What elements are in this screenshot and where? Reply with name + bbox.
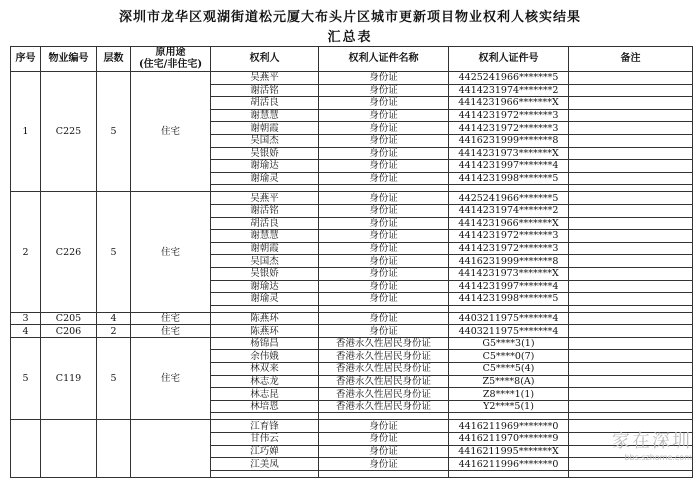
doc-type-cell: 身份证 [319,458,449,471]
spacer-cell [569,413,693,420]
seq-cell: 3 [11,312,41,325]
table-header-row [11,47,693,72]
table-row [11,72,693,85]
doc-type-cell: 身份证 [319,293,449,306]
header-note: 备注 [569,47,693,72]
spacer-cell [449,413,569,420]
doc-id-cell: Z8****1(1) [449,388,569,401]
doc-type-cell: 香港永久性居民身份证 [319,400,449,413]
doc-id-cell: 4416211970*******9 [449,433,569,446]
seq-cell: 2 [11,192,41,312]
spacer-cell [449,470,569,477]
doc-id-cell: G5****3(1) [449,337,569,350]
floors-cell: 4 [97,312,131,325]
owner-name-cell: 吴国杰 [211,255,319,268]
use-cell: 住宅 [131,325,211,338]
property-code-cell: C119 [41,337,97,420]
owner-name-cell: 江巧婵 [211,445,319,458]
doc-id-cell: 4403211975*******4 [449,325,569,338]
doc-type-cell: 身份证 [319,84,449,97]
doc-id-cell: 4414231966*******X [449,97,569,110]
doc-type-cell: 香港永久性居民身份证 [319,375,449,388]
doc-type-cell: 身份证 [319,217,449,230]
owner-name-cell: 谢慧慧 [211,109,319,122]
doc-type-cell: 身份证 [319,420,449,433]
owner-name-cell: 林双来 [211,363,319,376]
doc-type-cell: 身份证 [319,445,449,458]
header-use [131,47,211,72]
note-cell [569,325,693,338]
doc-id-cell: Y2****5(1) [449,400,569,413]
note-cell [569,267,693,280]
note-cell [569,312,693,325]
note-cell [569,217,693,230]
header-floors: 层数 [97,47,131,72]
doc-type-cell: 身份证 [319,280,449,293]
doc-id-cell: 4416211969*******0 [449,420,569,433]
doc-id-cell: 4416211996*******0 [449,458,569,471]
doc-type-cell: 身份证 [319,72,449,85]
document-title: 深圳市龙华区观湖街道松元厦大布头片区城市更新项目物业权利人核实结果 [118,10,581,25]
owner-name-cell: 谢瑜达 [211,160,319,173]
owner-name-cell: 杨锦昌 [211,337,319,350]
note-cell [569,84,693,97]
property-code-cell: C206 [41,325,97,338]
owners-table [10,46,693,478]
note-cell [569,293,693,306]
doc-id-cell: Z5****8(A) [449,375,569,388]
note-cell [569,350,693,363]
doc-id-cell: C5****0(7) [449,350,569,363]
use-cell: 住宅 [131,312,211,325]
spacer-cell [569,185,693,192]
floors-cell: 5 [97,72,131,192]
doc-id-cell: 4425241966*******5 [449,192,569,205]
doc-type-cell: 身份证 [319,134,449,147]
spacer-cell [569,470,693,477]
note-cell [569,97,693,110]
watermark [612,427,692,462]
note-cell [569,72,693,85]
owner-name-cell: 林培恩 [211,400,319,413]
doc-id-cell: 4414231966*******X [449,217,569,230]
table-row [11,312,693,325]
note-cell [569,400,693,413]
owner-name-cell: 林志龙 [211,375,319,388]
owner-name-cell: 谢朝霞 [211,242,319,255]
spacer-cell [449,185,569,192]
note-cell [569,109,693,122]
spacer-cell [211,305,319,312]
floors-cell: 5 [97,192,131,312]
doc-id-cell: 4414231974*******2 [449,204,569,217]
table-row [11,325,693,338]
doc-id-cell: 4414231972*******3 [449,242,569,255]
table-row [11,420,693,433]
note-cell [569,192,693,205]
note-cell [569,230,693,243]
header-code: 物业编号 [41,47,97,72]
doc-type-cell: 身份证 [319,204,449,217]
note-cell [569,363,693,376]
floors-cell [97,420,131,477]
doc-id-cell: 4414231972*******3 [449,122,569,135]
owner-name-cell: 江美凤 [211,458,319,471]
doc-id-cell: 4414231972*******3 [449,109,569,122]
doc-id-cell: 4403211975*******4 [449,312,569,325]
property-code-cell: C226 [41,192,97,312]
owner-name-cell: 吴燕平 [211,192,319,205]
doc-id-cell: 4414231997*******4 [449,160,569,173]
note-cell [569,337,693,350]
watermark-text: 家在深圳 [612,431,692,452]
doc-id-cell: 4416231999*******8 [449,255,569,268]
doc-type-cell: 香港永久性居民身份证 [319,388,449,401]
floors-cell: 5 [97,337,131,420]
doc-id-cell: 4414231998*******5 [449,293,569,306]
doc-type-cell: 身份证 [319,192,449,205]
document-subtitle: 汇总表 [327,30,373,45]
header-id: 权利人证件号 [449,47,569,72]
doc-type-cell: 身份证 [319,230,449,243]
owner-name-cell: 甘伟云 [211,433,319,446]
owner-name-cell: 胡活良 [211,97,319,110]
owner-name-cell: 吴国杰 [211,134,319,147]
owner-name-cell: 吴燕平 [211,72,319,85]
doc-id-cell: 4416231999*******8 [449,134,569,147]
owner-name-cell: 谢慧慧 [211,230,319,243]
note-cell [569,122,693,135]
spacer-cell [211,470,319,477]
watermark-url: bbs.szhome.com [624,453,692,462]
spacer-cell [211,185,319,192]
doc-type-cell: 身份证 [319,147,449,160]
doc-type-cell: 身份证 [319,255,449,268]
property-code-cell: C225 [41,72,97,192]
note-cell [569,172,693,185]
doc-id-cell: 4414231973*******X [449,267,569,280]
note-cell [569,280,693,293]
seq-cell: 4 [11,325,41,338]
doc-type-cell: 香港永久性居民身份证 [319,350,449,363]
owner-name-cell: 吴银娇 [211,267,319,280]
doc-type-cell: 香港永久性居民身份证 [319,337,449,350]
use-cell [131,420,211,477]
doc-id-cell: C5****5(4) [449,363,569,376]
seq-cell: 5 [11,337,41,420]
spacer-cell [319,413,449,420]
note-cell [569,388,693,401]
owner-name-cell: 林志昆 [211,388,319,401]
doc-type-cell: 身份证 [319,109,449,122]
doc-id-cell: 4425241966*******5 [449,72,569,85]
doc-id-cell: 4414231973*******X [449,147,569,160]
table-row [11,192,693,205]
property-code-cell: C205 [41,312,97,325]
doc-id-cell: 4414231972*******3 [449,230,569,243]
property-code-cell [41,420,97,477]
owner-name-cell: 谢瑜灵 [211,172,319,185]
spacer-cell [211,413,319,420]
header-seq: 序号 [11,47,41,72]
owner-name-cell: 吴银娇 [211,147,319,160]
spacer-cell [449,305,569,312]
seq-cell: 1 [11,72,41,192]
doc-type-cell: 身份证 [319,97,449,110]
spacer-cell [319,185,449,192]
table-body [11,72,693,478]
note-cell [569,160,693,173]
doc-type-cell: 香港永久性居民身份证 [319,363,449,376]
use-cell: 住宅 [131,72,211,192]
owner-name-cell: 谢瑜达 [211,280,319,293]
doc-type-cell: 身份证 [319,122,449,135]
table-row [11,337,693,350]
doc-type-cell: 身份证 [319,267,449,280]
doc-id-cell: 4414231974*******2 [449,84,569,97]
owner-name-cell: 谢朝霞 [211,122,319,135]
header-owner: 权利人 [211,47,319,72]
use-cell: 住宅 [131,192,211,312]
note-cell [569,255,693,268]
doc-id-cell: 4414231998*******5 [449,172,569,185]
note-cell [569,242,693,255]
doc-type-cell: 身份证 [319,242,449,255]
owner-name-cell: 余伟娥 [211,350,319,363]
note-cell [569,375,693,388]
seq-cell [11,420,41,477]
header-use-line: 原用途 [155,47,186,58]
note-cell [569,134,693,147]
floors-cell: 2 [97,325,131,338]
owner-name-cell: 陈燕环 [211,325,319,338]
owner-name-cell: 陈燕环 [211,312,319,325]
spacer-cell [319,470,449,477]
owner-name-cell: 谢瑜灵 [211,293,319,306]
use-cell: 住宅 [131,337,211,420]
owner-name-cell: 胡活良 [211,217,319,230]
owner-name-cell: 谢活铭 [211,204,319,217]
header-use-line: (住宅/非住宅) [138,59,203,70]
spacer-cell [569,305,693,312]
doc-type-cell: 身份证 [319,160,449,173]
doc-id-cell: 4416211995*******X [449,445,569,458]
owner-name-cell: 江育锋 [211,420,319,433]
doc-id-cell: 4414231997*******4 [449,280,569,293]
doc-type-cell: 身份证 [319,325,449,338]
doc-type-cell: 身份证 [319,172,449,185]
doc-type-cell: 身份证 [319,433,449,446]
note-cell [569,147,693,160]
header-doc: 权利人证件名称 [319,47,449,72]
note-cell [569,204,693,217]
owner-name-cell: 谢活铭 [211,84,319,97]
spacer-cell [319,305,449,312]
doc-type-cell: 身份证 [319,312,449,325]
